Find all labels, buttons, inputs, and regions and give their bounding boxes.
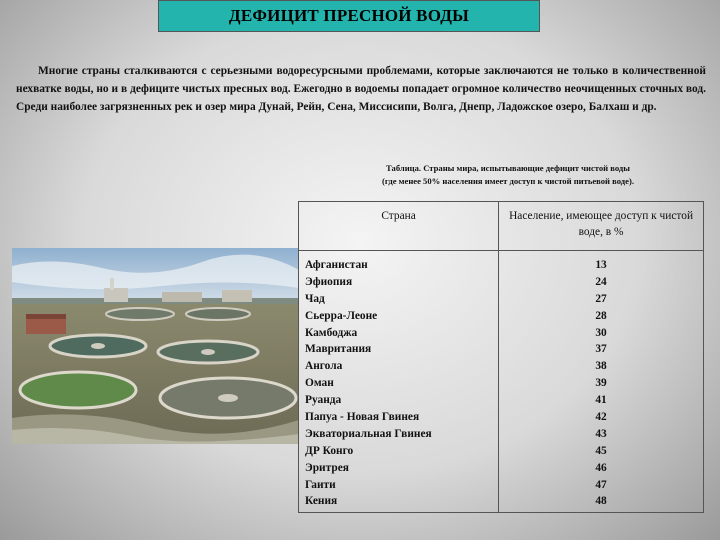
access-percent: 38	[595, 360, 607, 373]
access-percent: 39	[595, 377, 607, 390]
country-name: Экваториальная Гвинея	[305, 427, 432, 440]
intro-paragraph: Многие страны сталкиваются с серьезными водоресурсными проблемами, которые заключаются не только в количественной нехватке воды, но и в дефиците чистых пресных вод. Ежегодно в водоемы попадает огромное количество неочищенных сточных вод. Среди наиболее загрязненных рек и озер мира Дунай, Рейн, Сена, Миссисипи, Волга, Днепр, Ладожское озеро, Балхаш и др.	[16, 65, 706, 113]
water-treatment-photo	[12, 248, 299, 444]
access-percent: 48	[595, 495, 607, 508]
country-name: Кения	[305, 495, 338, 508]
country-name: Афганистан	[305, 259, 368, 271]
caption-line-1: Таблица. Страны мира, испытывающие дефицит чистой воды	[386, 163, 630, 173]
access-percent: 42	[595, 411, 607, 424]
access-percent: 47	[595, 478, 607, 491]
country-name: Гаити	[305, 478, 336, 491]
country-name: Эритрея	[305, 461, 349, 474]
access-percent: 46	[595, 461, 607, 474]
access-percent: 24	[595, 275, 607, 288]
country-name: Папуа - Новая Гвинея	[305, 411, 420, 424]
table-caption	[318, 162, 698, 187]
country-name: ДР Конго	[305, 444, 354, 457]
access-percent: 28	[595, 309, 607, 322]
header-country: Страна	[299, 202, 499, 251]
access-percent: 37	[595, 343, 607, 356]
water-deficit-table	[298, 201, 704, 513]
slide-title: ДЕФИЦИТ ПРЕСНОЙ ВОДЫ	[228, 6, 470, 25]
table-body-row	[299, 251, 704, 513]
access-percent: 30	[595, 326, 607, 339]
pct-list	[499, 251, 704, 513]
access-percent: 41	[595, 394, 607, 407]
country-name: Мавритания	[305, 343, 372, 356]
title-banner	[158, 0, 540, 32]
country-name: Сьерра-Леоне	[305, 309, 378, 322]
caption-line-2: (где менее 50% населения имеет доступ к чистой питьевой воде).	[382, 175, 634, 186]
access-percent: 45	[595, 444, 607, 457]
country-name: Чад	[305, 292, 325, 305]
header-pct: Население, имеющее доступ к чистой воде, в %	[499, 202, 704, 251]
country-name: Ангола	[305, 360, 343, 373]
country-name: Руанда	[305, 394, 342, 407]
water-treatment-illustration	[12, 248, 299, 444]
access-percent: 13	[595, 259, 607, 271]
country-name: Оман	[305, 377, 334, 390]
access-percent: 43	[595, 427, 607, 440]
country-name: Камбоджа	[305, 326, 358, 339]
access-percent: 27	[595, 292, 607, 305]
country-list	[299, 251, 499, 513]
table-header-row	[299, 202, 704, 251]
country-name: Эфиопия	[305, 275, 353, 288]
